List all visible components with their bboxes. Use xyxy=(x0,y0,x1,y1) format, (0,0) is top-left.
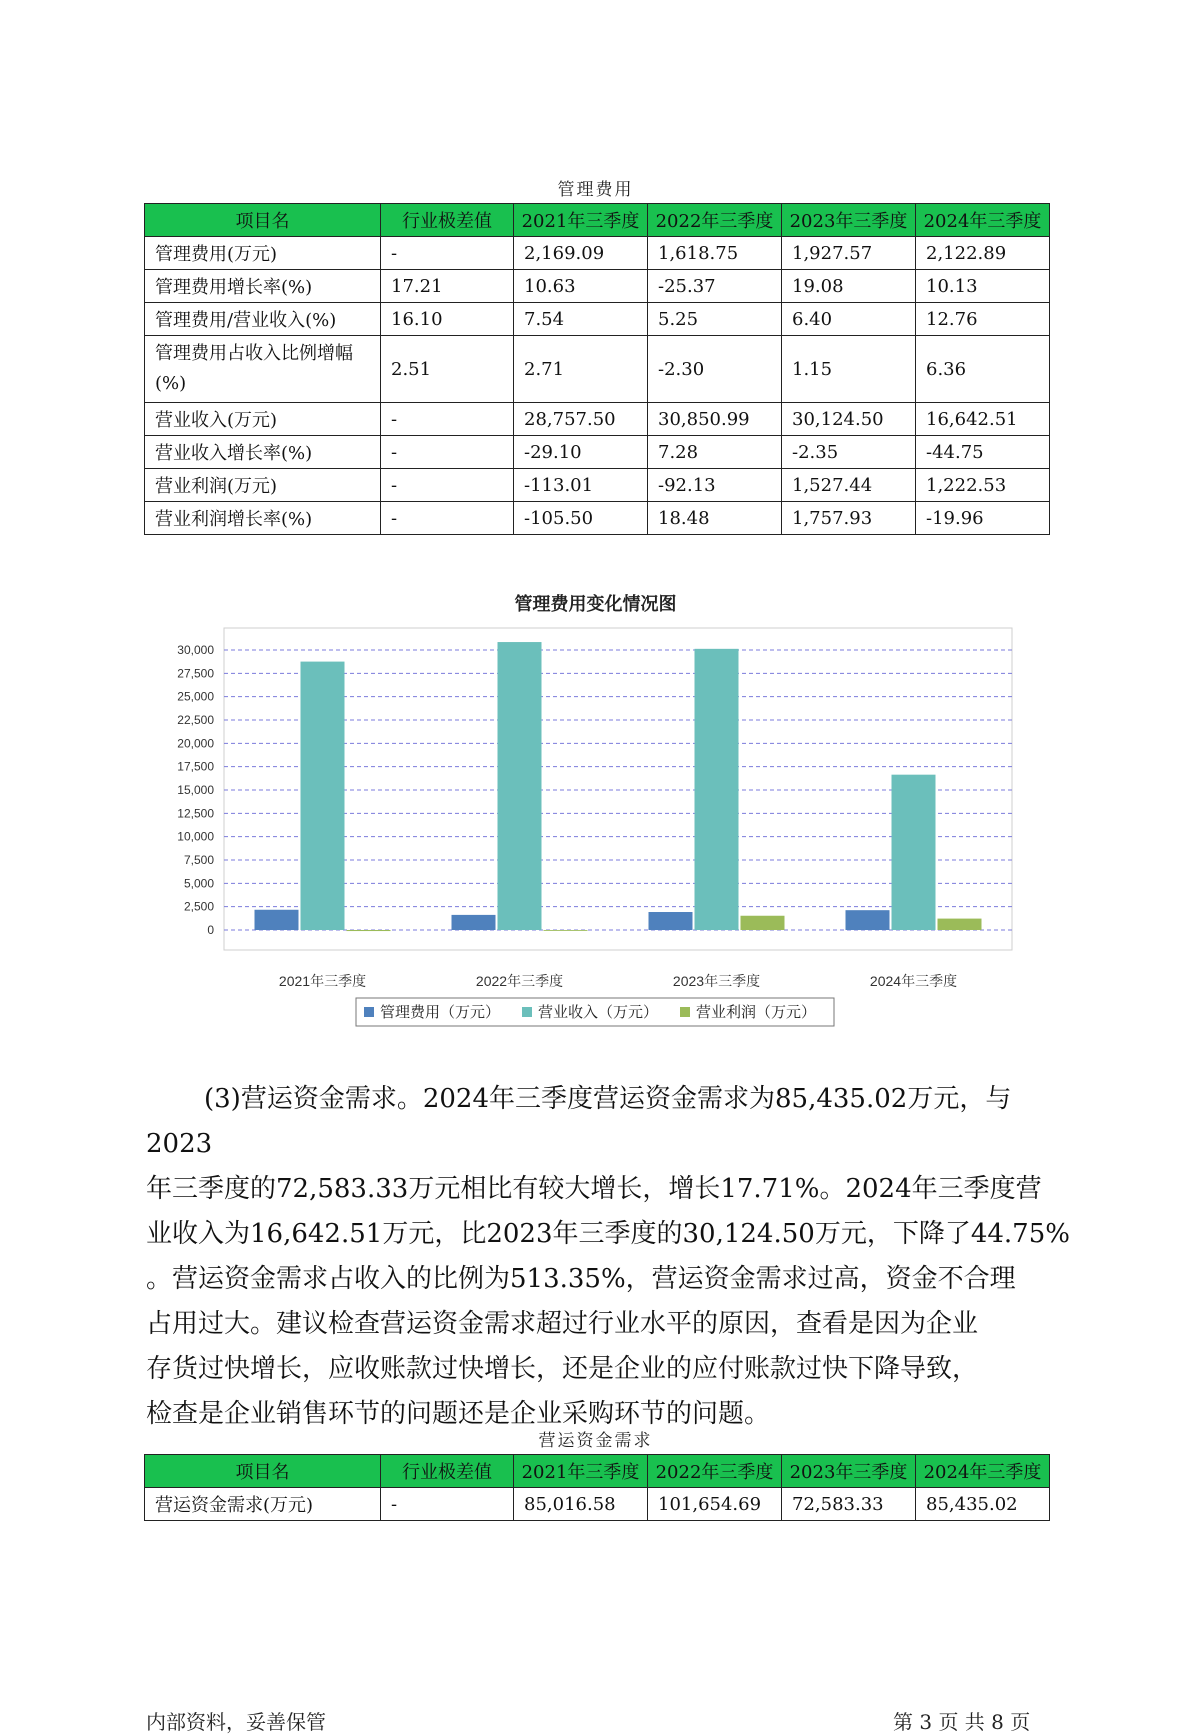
table-cell: -19.96 xyxy=(916,502,1050,535)
bar xyxy=(452,915,496,930)
table-row xyxy=(145,469,1050,502)
table-cell: - xyxy=(381,237,514,270)
table-cell: 30,850.99 xyxy=(648,403,782,436)
bar xyxy=(347,930,391,931)
y-tick-label: 27,500 xyxy=(177,666,214,681)
table-row xyxy=(145,1488,1050,1521)
table-cell: 1,757.93 xyxy=(782,502,916,535)
table-cell: - xyxy=(381,469,514,502)
table-cell: 2.51 xyxy=(381,336,514,403)
table-cell: -105.50 xyxy=(514,502,648,535)
table-row xyxy=(145,436,1050,469)
table-row xyxy=(145,403,1050,436)
table-cell: 1,222.53 xyxy=(916,469,1050,502)
x-tick-label: 2021年三季度 xyxy=(278,973,367,989)
table-cell: - xyxy=(381,403,514,436)
x-tick-label: 2023年三季度 xyxy=(672,973,761,989)
header-cell: 行业极差值 xyxy=(381,204,514,237)
legend-swatch xyxy=(522,1007,532,1017)
table-row xyxy=(145,237,1050,270)
table-cell: 7.28 xyxy=(648,436,782,469)
table-header-row xyxy=(145,204,1050,237)
table-cell: 营业利润(万元) xyxy=(145,469,381,502)
legend-label: 营业收入（万元） xyxy=(538,1003,659,1021)
table-cell: - xyxy=(381,1488,514,1521)
table-caption-management-expense: 管理费用 xyxy=(557,180,634,200)
table-cell: 管理费用/营业收入(%) xyxy=(145,303,381,336)
paragraph-line: 。营运资金需求占收入的比例为513.35%，营运资金需求过高，资金不合理 xyxy=(146,1264,1016,1294)
table-cell: 72,583.33 xyxy=(782,1488,916,1521)
body-paragraph xyxy=(146,1077,1076,1437)
table-cell: 18.48 xyxy=(648,502,782,535)
table-cell: 17.21 xyxy=(381,270,514,303)
table-row xyxy=(145,502,1050,535)
table-cell: 管理费用占收入比例增幅(%) xyxy=(145,336,381,403)
paragraph-line: 业收入为16,642.51万元，比2023年三季度的30,124.50万元，下降了44.75% xyxy=(146,1219,1070,1249)
table-row xyxy=(145,303,1050,336)
table-cell: 30,124.50 xyxy=(782,403,916,436)
page-number: 第 3 页 共 8 页 xyxy=(893,1710,1031,1734)
bar xyxy=(892,775,936,930)
y-tick-label: 20,000 xyxy=(177,736,214,751)
paragraph-line: 检查是企业销售环节的问题还是企业采购环节的问题。 xyxy=(146,1399,771,1429)
y-tick-label: 17,500 xyxy=(177,759,214,774)
bar xyxy=(544,930,588,931)
bar xyxy=(301,662,345,930)
header-cell: 2024年三季度 xyxy=(916,204,1050,237)
table-caption-working-capital: 营运资金需求 xyxy=(538,1431,653,1451)
table-cell: 1.15 xyxy=(782,336,916,403)
table-cell: 85,435.02 xyxy=(916,1488,1050,1521)
table-cell: 6.40 xyxy=(782,303,916,336)
table-cell: 营业利润增长率(%) xyxy=(145,502,381,535)
bar xyxy=(741,916,785,930)
table-cell: - xyxy=(381,502,514,535)
table-cell: 1,927.57 xyxy=(782,237,916,270)
header-cell: 2023年三季度 xyxy=(782,204,916,237)
chart-title: 管理费用变化情况图 xyxy=(514,594,677,615)
table-cell: 1,527.44 xyxy=(782,469,916,502)
table-cell: -29.10 xyxy=(514,436,648,469)
header-cell: 2022年三季度 xyxy=(648,1455,782,1488)
y-tick-label: 22,500 xyxy=(177,713,214,727)
y-tick-label: 7,500 xyxy=(183,853,214,867)
header-cell: 2023年三季度 xyxy=(782,1455,916,1488)
bar xyxy=(255,910,299,930)
table-cell: 28,757.50 xyxy=(514,403,648,436)
bar xyxy=(846,910,890,930)
table-cell: 16.10 xyxy=(381,303,514,336)
table-cell: 10.13 xyxy=(916,270,1050,303)
table-cell: -44.75 xyxy=(916,436,1050,469)
paragraph-line: (3)营运资金需求。2024年三季度营运资金需求为85,435.02万元，与2023 xyxy=(146,1084,1012,1159)
paragraph-line: 存货过快增长，应收账款过快增长，还是企业的应付账款过快下降导致， xyxy=(146,1354,979,1384)
table-cell: -2.35 xyxy=(782,436,916,469)
table-cell: 管理费用(万元) xyxy=(145,237,381,270)
header-cell: 2022年三季度 xyxy=(648,204,782,237)
y-tick-label: 25,000 xyxy=(177,689,214,704)
table-cell: 12.76 xyxy=(916,303,1050,336)
working-capital-table xyxy=(144,1454,1050,1521)
table-cell: 营运资金需求(万元) xyxy=(145,1488,381,1521)
legend-swatch xyxy=(364,1007,374,1017)
header-cell: 项目名 xyxy=(145,1455,381,1488)
header-cell: 项目名 xyxy=(145,204,381,237)
table-cell: 2.71 xyxy=(514,336,648,403)
bar xyxy=(498,642,542,930)
y-tick-label: 12,500 xyxy=(177,806,214,821)
bar-chart xyxy=(140,620,1020,1030)
x-tick-label: 2022年三季度 xyxy=(475,973,564,989)
table-cell: 2,122.89 xyxy=(916,237,1050,270)
y-tick-label: 10,000 xyxy=(177,829,214,844)
header-cell: 行业极差值 xyxy=(381,1455,514,1488)
header-cell: 2024年三季度 xyxy=(916,1455,1050,1488)
table-cell: 2,169.09 xyxy=(514,237,648,270)
table-cell: -2.30 xyxy=(648,336,782,403)
table-header-row xyxy=(145,1455,1050,1488)
table-cell: 5.25 xyxy=(648,303,782,336)
bar xyxy=(938,919,982,930)
table-cell: 101,654.69 xyxy=(648,1488,782,1521)
legend-label: 管理费用（万元） xyxy=(380,1003,501,1021)
table-cell: - xyxy=(381,436,514,469)
y-tick-label: 5,000 xyxy=(183,876,214,891)
table-cell: 19.08 xyxy=(782,270,916,303)
table-cell: 85,016.58 xyxy=(514,1488,648,1521)
y-tick-label: 30,000 xyxy=(177,643,214,657)
paragraph-line: 占用过大。建议检查营运资金需求超过行业水平的原因，查看是因为企业 xyxy=(146,1309,979,1339)
table-cell: 16,642.51 xyxy=(916,403,1050,436)
footer-note: 内部资料，妥善保管 xyxy=(146,1710,326,1734)
legend-swatch xyxy=(680,1007,690,1017)
y-tick-label: 15,000 xyxy=(177,783,214,797)
table-cell: 营业收入增长率(%) xyxy=(145,436,381,469)
management-expense-table xyxy=(144,203,1050,535)
table-row xyxy=(145,336,1050,403)
legend-label: 营业利润（万元） xyxy=(696,1003,817,1021)
table-cell: 7.54 xyxy=(514,303,648,336)
header-cell: 2021年三季度 xyxy=(514,204,648,237)
table-cell: 6.36 xyxy=(916,336,1050,403)
y-tick-label: 0 xyxy=(207,923,214,937)
table-row xyxy=(145,270,1050,303)
table-cell: -92.13 xyxy=(648,469,782,502)
table-cell: 营业收入(万元) xyxy=(145,403,381,436)
table-cell: 10.63 xyxy=(514,270,648,303)
paragraph-line: 年三季度的72,583.33万元相比有较大增长，增长17.71%。2024年三季度营 xyxy=(146,1174,1042,1204)
table-cell: 1,618.75 xyxy=(648,237,782,270)
x-tick-label: 2024年三季度 xyxy=(869,973,958,989)
header-cell: 2021年三季度 xyxy=(514,1455,648,1488)
table-cell: 管理费用增长率(%) xyxy=(145,270,381,303)
bar xyxy=(649,912,693,930)
table-cell: -113.01 xyxy=(514,469,648,502)
y-tick-label: 2,500 xyxy=(183,899,214,914)
table-cell: -25.37 xyxy=(648,270,782,303)
bar xyxy=(695,649,739,930)
